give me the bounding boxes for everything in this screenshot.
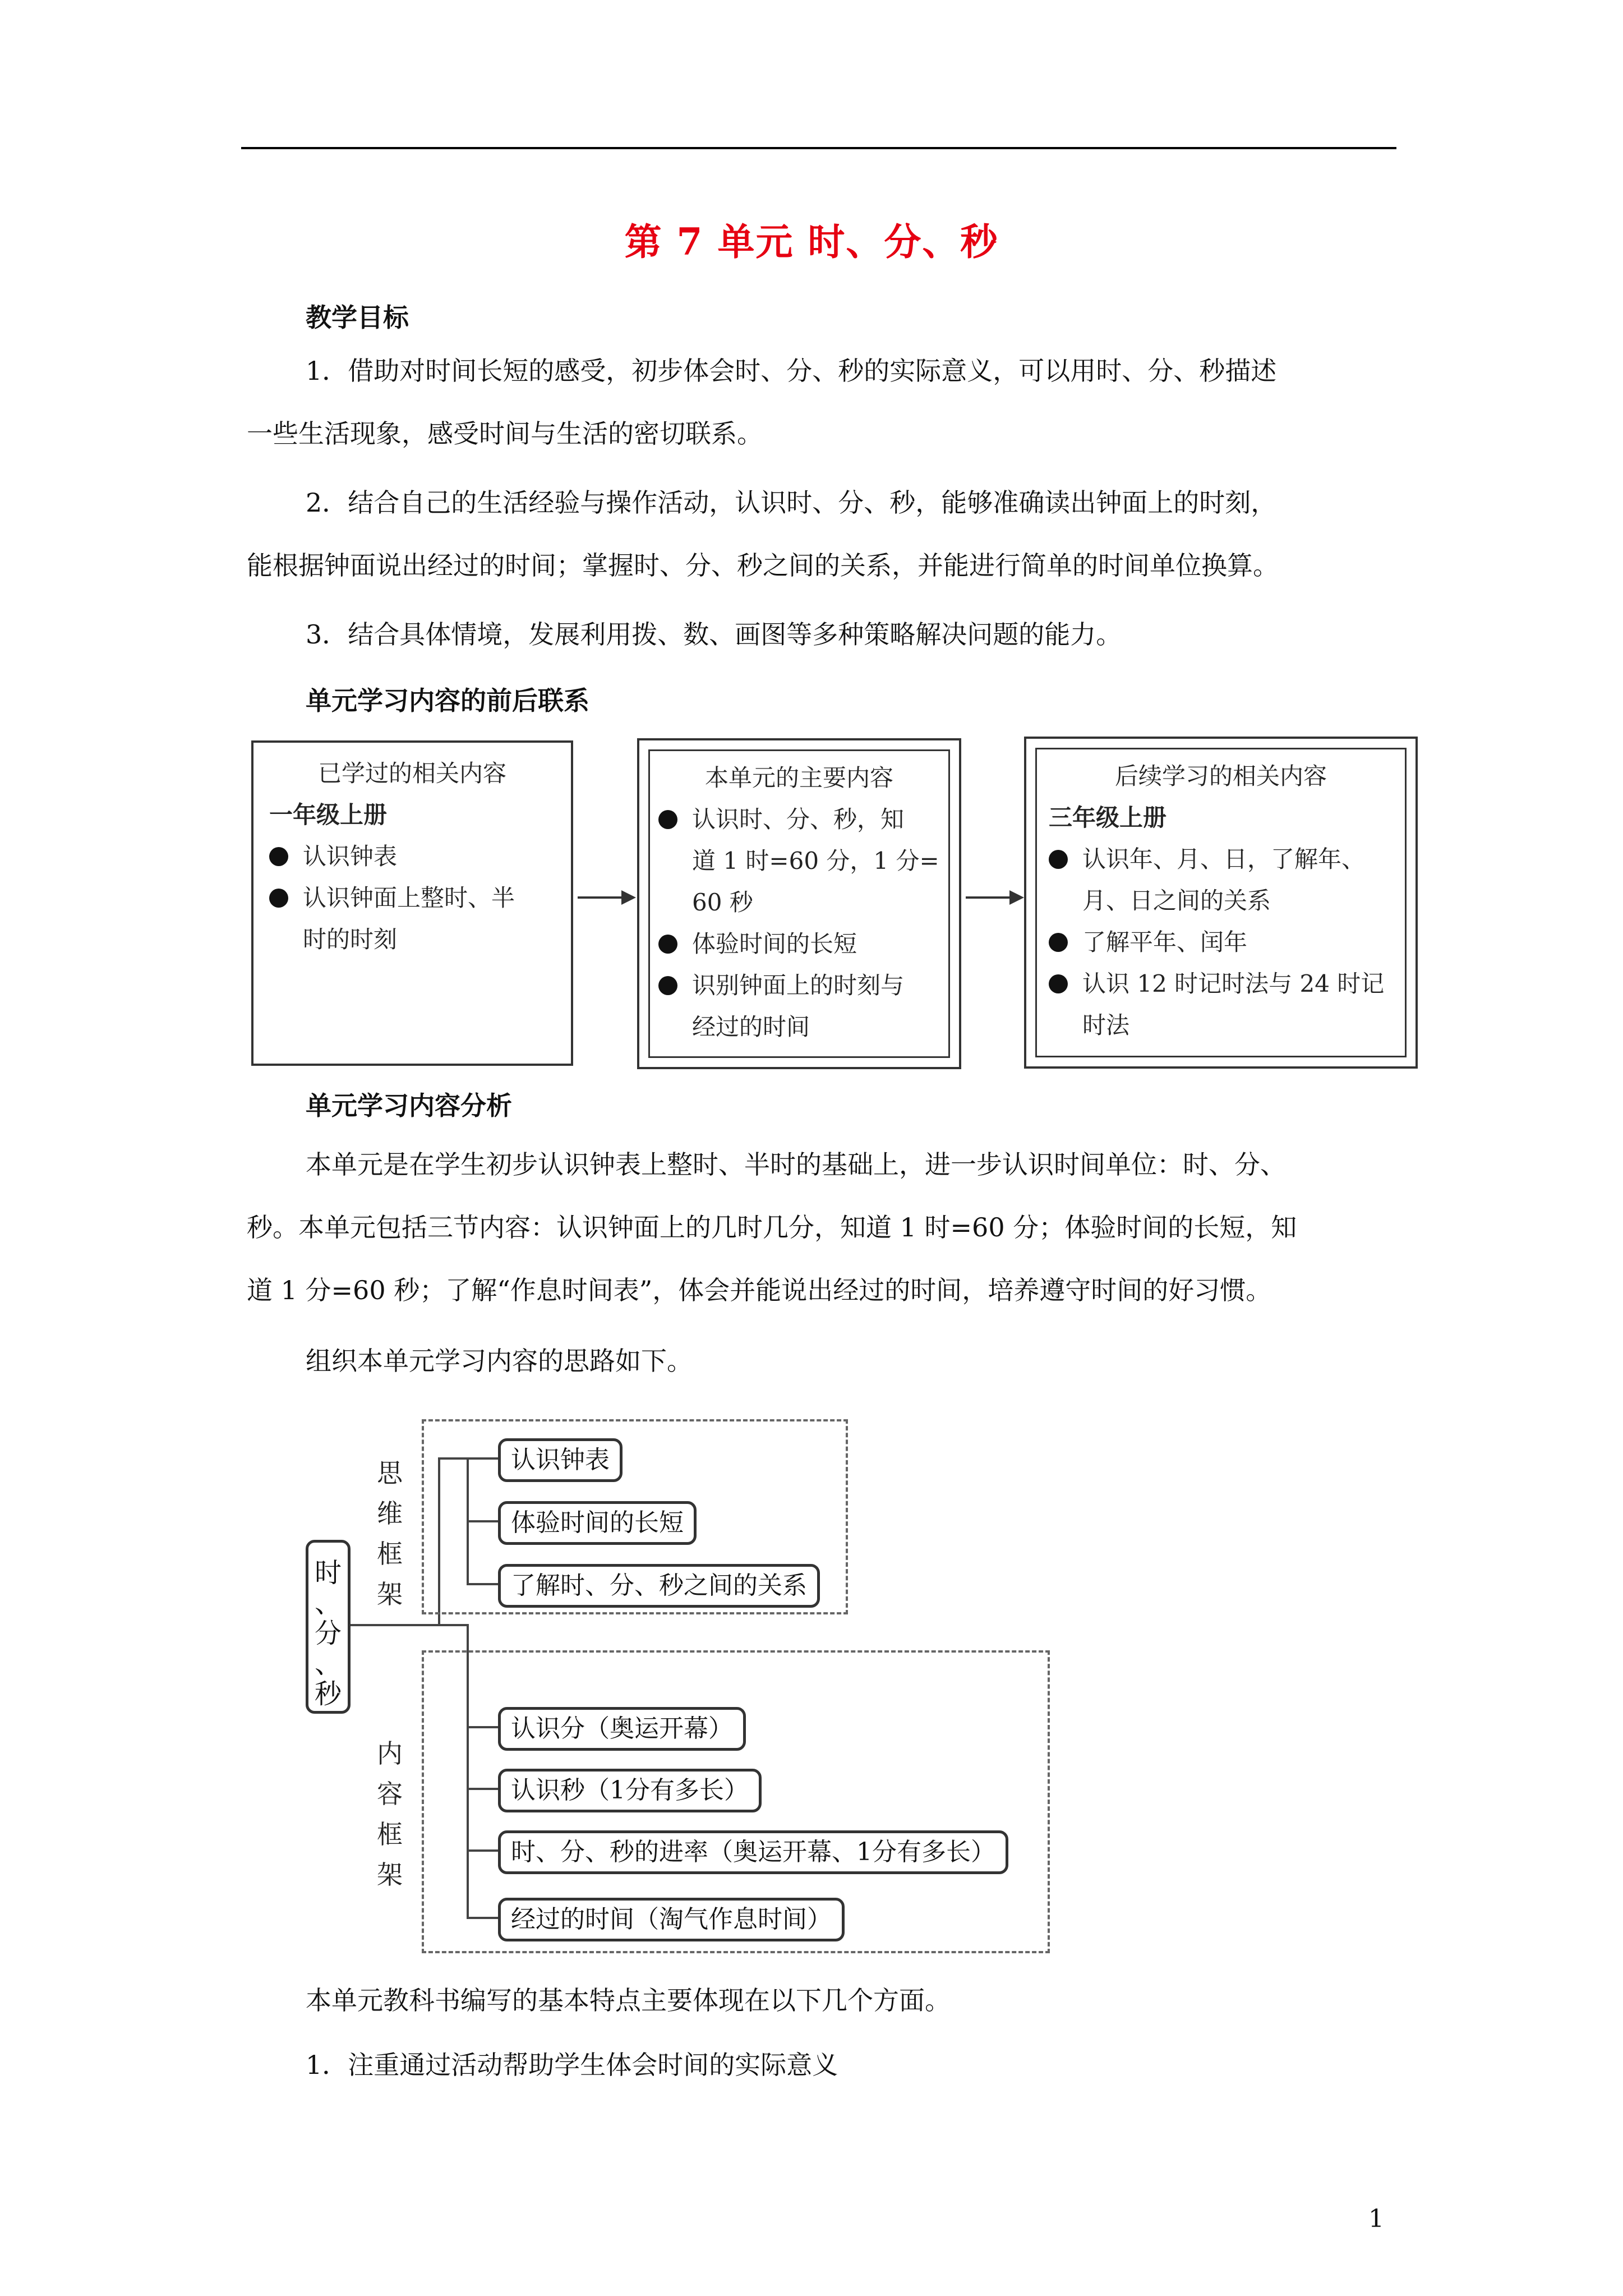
thinking-node-1: 认识钟表: [498, 1438, 623, 1482]
content-node-2: 认识秒（1分有多长）: [498, 1769, 762, 1812]
root-char: 秒: [314, 1678, 342, 1710]
objective-3: [247, 614, 1391, 655]
page-title: 第 7 单元 时、分、秒: [624, 220, 999, 264]
framework-root-node: [306, 1540, 351, 1714]
objective-1: [247, 351, 1391, 454]
objective-2-line-1: 2．结合自己的生活经验与操作活动，认识时、分、秒，能够准确读出钟面上的时刻，: [306, 487, 1277, 518]
relation-heading: 单元学习内容的前后联系: [306, 685, 589, 716]
analysis-line-3: 道 1 分=60 秒；了解“作息时间表”，体会并能说出经过的时间，培养遵守时间的好习惯。: [247, 1275, 1272, 1305]
root-connector: [351, 1624, 440, 1626]
root-char: 、: [314, 1588, 342, 1619]
prior-content-box: [251, 740, 573, 1066]
main-item-1: 认识时、分、秒，知: [658, 799, 904, 840]
later-box-subtitle: 三年级上册: [1049, 804, 1167, 831]
bullet-icon: [658, 935, 677, 954]
main-content-box: [637, 738, 961, 1069]
later-content-box: [1024, 737, 1418, 1069]
bullet-icon: [269, 847, 288, 866]
objective-2-line-2: 能根据钟面说出经过的时间；掌握时、分、秒之间的关系，并能进行简单的时间单位换算。: [247, 550, 1279, 581]
feature-1-paragraph: [247, 2045, 1391, 2085]
thinking-frame-label: 思 维 框 架: [377, 1458, 403, 1609]
main-item-1-cont: 道 1 时=60 分，1 分=: [692, 847, 939, 875]
bullet-icon: [1049, 974, 1068, 993]
later-box-title: 后续学习的相关内容: [1114, 762, 1327, 790]
header-rule: [241, 147, 1396, 149]
arrow-right-icon: [966, 896, 1022, 899]
later-item-3-cont: 时法: [1082, 1011, 1130, 1039]
analysis-line-2: 秒。本单元包括三节内容：认识钟面上的几时几分，知道 1 时=60 分；体验时间的长短，知: [247, 1212, 1297, 1243]
bullet-icon: [269, 889, 288, 908]
content-node-3: 时、分、秒的进率（奥运开幕、1分有多长）: [498, 1830, 1008, 1874]
bullet-icon: [658, 810, 677, 829]
objective-3-line-1: 3．结合具体情境，发展利用拨、数、画图等多种策略解决问题的能力。: [306, 619, 1122, 650]
organize-paragraph: [247, 1341, 1391, 1381]
thinking-node-3: 了解时、分、秒之间的关系: [498, 1564, 820, 1608]
content-node-4: 经过的时间（淘气作息时间）: [498, 1898, 845, 1941]
bullet-icon: [1049, 850, 1068, 869]
main-item-2: 体验时间的长短: [658, 923, 857, 965]
arrow-right-icon: [578, 896, 634, 899]
root-char: 分: [314, 1618, 342, 1649]
root-char: 、: [314, 1648, 342, 1680]
prior-item-2: 认识钟面上整时、半: [269, 877, 515, 919]
feature-1-line: 1．注重通过活动帮助学生体会时间的实际意义: [306, 2050, 838, 2080]
objective-1-line-1: 1．借助对时间长短的感受，初步体会时、分、秒的实际意义，可以用时、分、秒描述: [306, 356, 1277, 386]
later-item-1: 认识年、月、日，了解年、: [1049, 839, 1365, 880]
prior-box-subtitle: 一年级上册: [269, 801, 388, 829]
objective-1-line-2: 一些生活现象，感受时间与生活的密切联系。: [247, 418, 763, 449]
main-item-3-cont: 经过的时间: [692, 1013, 810, 1041]
content-node-1: 认识分（奥运开幕）: [498, 1707, 746, 1751]
features-paragraph: [247, 1980, 1391, 2021]
prior-item-1: 认识钟表: [269, 836, 397, 877]
analysis-line-1: 本单元是在学生初步认识钟表上整时、半时的基础上，进一步认识时间单位：时、分、: [306, 1149, 1286, 1180]
thinking-node-2: 体验时间的长短: [498, 1501, 697, 1545]
bullet-icon: [658, 976, 677, 995]
bullet-icon: [1049, 933, 1068, 952]
later-item-1-cont: 月、日之间的关系: [1082, 887, 1271, 914]
organize-line: 组织本单元学习内容的思路如下。: [306, 1346, 693, 1376]
later-item-2: 了解平年、闰年: [1049, 922, 1247, 963]
analysis-heading: 单元学习内容分析: [306, 1091, 512, 1121]
main-box-title: 本单元的主要内容: [704, 764, 893, 792]
page-number: 1: [1368, 2205, 1384, 2233]
root-char: 时: [314, 1557, 342, 1589]
main-item-3: 识别钟面上的时刻与: [658, 965, 904, 1006]
objectives-heading: 教学目标: [306, 302, 409, 333]
later-item-3: 认识 12 时记时法与 24 时记: [1049, 963, 1384, 1005]
content-frame-label: 内 容 框 架: [377, 1738, 403, 1890]
analysis-paragraph: [247, 1144, 1391, 1310]
main-item-1-cont2: 60 秒: [692, 889, 753, 916]
prior-item-2-cont: 时的时刻: [303, 926, 398, 953]
features-line: 本单元教科书编写的基本特点主要体现在以下几个方面。: [306, 1985, 951, 2016]
objective-2: [247, 482, 1391, 586]
prior-box-title: 已学过的相关内容: [317, 760, 506, 787]
